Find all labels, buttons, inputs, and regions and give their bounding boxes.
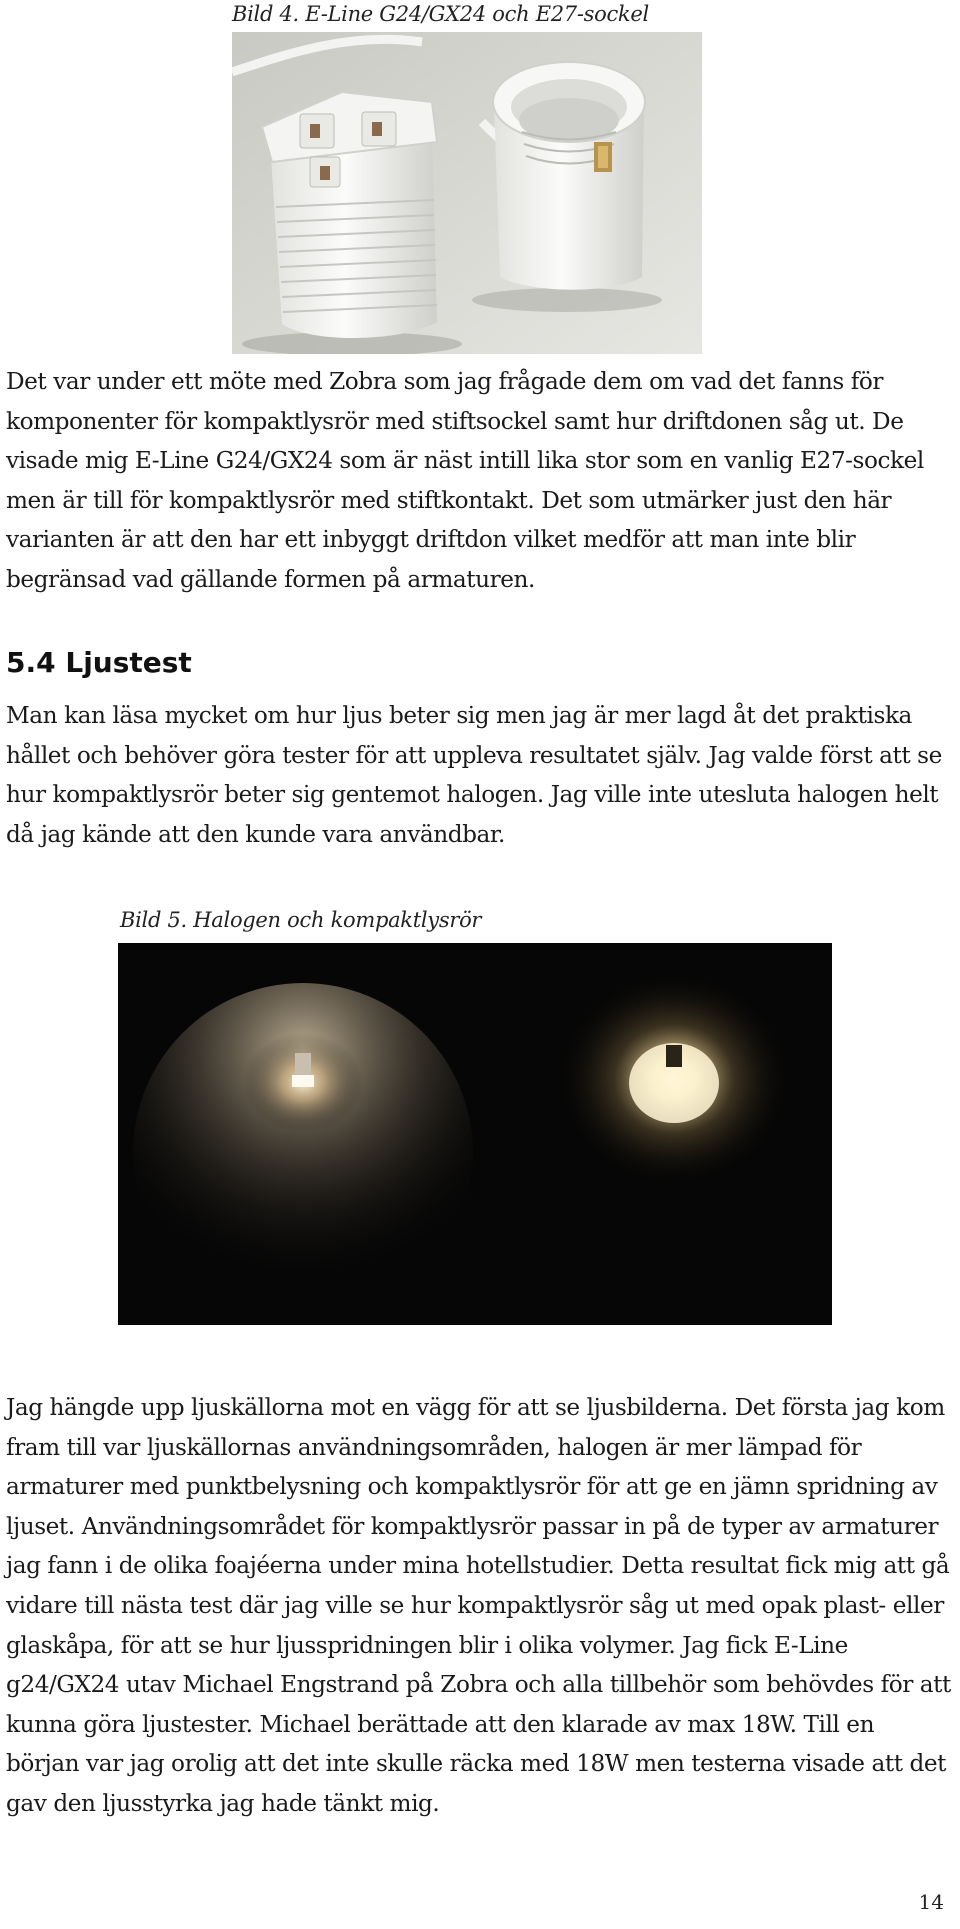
body-paragraph: Man kan läsa mycket om hur ljus beter sig men jag är mer lagd åt det praktiska hållet och behöver göra tester för att uppleva resultatet själv. Jag valde först att se hur kompaktlysrör beter sig gentemot halogen. Jag ville inte utesluta halogen helt då jag kände att den kunde vara användbar. bbox=[6, 702, 942, 848]
body-paragraph: Det var under ett möte med Zobra som jag frågade dem om vad det fanns för komponenter för kompaktlysrör med stiftsockel samt hur driftdonen såg ut. De visade mig E-Line G24/GX24 som är näst intill lika stor som en vanlig E27-sockel men är till för kompaktlysrör med stiftkontakt. Det som utmärker just den här varianten är att den har ett inbyggt driftdon vilket medför att man inte blir begränsad vad gällande formen på armaturen. bbox=[6, 368, 924, 593]
figure-caption: Bild 5. Halogen och kompaktlysrör bbox=[120, 908, 482, 932]
body-paragraph: Jag hängde upp ljuskällorna mot en vägg för att se ljusbilderna. Det första jag kom fram till var ljuskällornas användningsområden, halogen är mer lämpad för armaturer med punktbelysning och kompaktlysrör för att ge en jämn spridning av ljuset. Användningsområdet för kompaktlysrör passar in på de typer av armaturer jag fann i de olika foajéerna under mina hotellstudier. Detta resultat fick mig att gå vidare till nästa test där jag ville se hur kompaktlysrör såg ut med opak plast- eller glaskåpa, för att se hur ljusspridningen blir i olika volymer. Jag fick E-Line g24/GX24 utav Michael Engstrand på Zobra och alla tillbehör som behövdes för att kunna göra ljustester. Michael berättade att den klarade av max 18W. Till en början var jag orolig att det inte skulle räcka med 18W men testerna visade att det gav den ljusstyrka jag hade tänkt mig. bbox=[6, 1394, 951, 1817]
page-number: 14 bbox=[918, 1890, 944, 1914]
section-heading: 5.4 Ljustest bbox=[6, 646, 192, 679]
photo-light-test bbox=[118, 943, 832, 1325]
photo-sockets bbox=[232, 32, 702, 354]
figure-caption: Bild 4. E-Line G24/GX24 och E27-sockel bbox=[232, 2, 649, 26]
